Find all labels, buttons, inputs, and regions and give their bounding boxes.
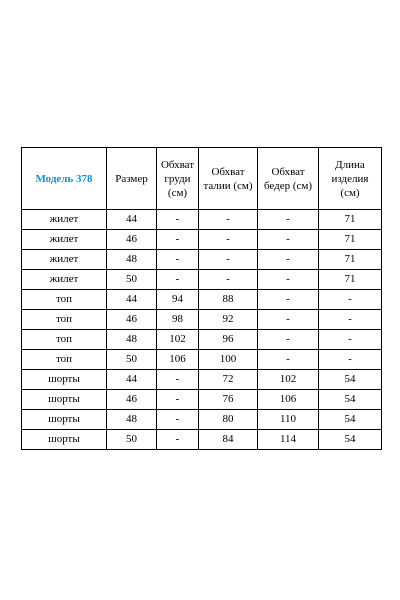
waist-cell: - (199, 270, 258, 290)
chest-cell: 102 (157, 330, 199, 350)
waist-header-label: Обхват талии (см) (203, 165, 253, 192)
hips-cell: - (258, 250, 319, 270)
length-cell: 54 (319, 370, 382, 390)
hips-cell: 114 (258, 430, 319, 450)
size-cell: 50 (107, 270, 157, 290)
table-header (22, 148, 382, 210)
item-cell: шорты (22, 430, 107, 450)
waist-column-header (199, 148, 258, 210)
length-cell: - (319, 350, 382, 370)
waist-cell: 84 (199, 430, 258, 450)
chest-column-header (157, 148, 199, 210)
item-cell: шорты (22, 390, 107, 410)
size-cell: 46 (107, 310, 157, 330)
chest-cell: - (157, 410, 199, 430)
length-cell: 54 (319, 390, 382, 410)
table-row (22, 250, 382, 270)
length-cell: - (319, 330, 382, 350)
table-row (22, 210, 382, 230)
size-cell: 50 (107, 350, 157, 370)
waist-cell: 76 (199, 390, 258, 410)
length-cell: 71 (319, 250, 382, 270)
size-cell: 48 (107, 250, 157, 270)
hips-cell: - (258, 210, 319, 230)
hips-cell: 106 (258, 390, 319, 410)
waist-cell: 96 (199, 330, 258, 350)
table-row (22, 270, 382, 290)
item-cell: топ (22, 290, 107, 310)
hips-cell: - (258, 350, 319, 370)
item-cell: топ (22, 350, 107, 370)
length-cell: 71 (319, 270, 382, 290)
chest-cell: - (157, 230, 199, 250)
waist-cell: 88 (199, 290, 258, 310)
size-cell: 44 (107, 210, 157, 230)
length-cell: 71 (319, 230, 382, 250)
size-cell: 48 (107, 410, 157, 430)
hips-cell: - (258, 290, 319, 310)
size-cell: 46 (107, 390, 157, 410)
size-column-header (107, 148, 157, 210)
hips-cell: 102 (258, 370, 319, 390)
table-body (22, 210, 382, 450)
length-cell: 71 (319, 210, 382, 230)
item-cell: жилет (22, 230, 107, 250)
size-header-label: Размер (115, 172, 148, 185)
table-row (22, 430, 382, 450)
item-cell: топ (22, 330, 107, 350)
waist-cell: - (199, 210, 258, 230)
chest-cell: - (157, 270, 199, 290)
item-cell: жилет (22, 250, 107, 270)
chest-header-label: Обхват груди (см) (160, 158, 195, 199)
chest-cell: - (157, 210, 199, 230)
table-row (22, 410, 382, 430)
waist-cell: - (199, 250, 258, 270)
waist-cell: 92 (199, 310, 258, 330)
length-cell: - (319, 290, 382, 310)
chest-cell: 106 (157, 350, 199, 370)
table-row (22, 390, 382, 410)
waist-cell: 100 (199, 350, 258, 370)
size-cell: 44 (107, 370, 157, 390)
model-title: Модель 378 (22, 148, 107, 210)
table-row (22, 310, 382, 330)
length-cell: 54 (319, 410, 382, 430)
hips-cell: 110 (258, 410, 319, 430)
waist-cell: 80 (199, 410, 258, 430)
waist-cell: 72 (199, 370, 258, 390)
size-cell: 48 (107, 330, 157, 350)
hips-cell: - (258, 330, 319, 350)
length-cell: - (319, 310, 382, 330)
hips-header-label: Обхват бедер (см) (263, 165, 313, 192)
waist-cell: - (199, 230, 258, 250)
table-row (22, 230, 382, 250)
hips-column-header (258, 148, 319, 210)
size-cell: 44 (107, 290, 157, 310)
table-row (22, 370, 382, 390)
size-cell: 50 (107, 430, 157, 450)
length-header-label: Длина изделия (см) (331, 158, 369, 199)
header-row (22, 148, 382, 210)
chest-cell: 98 (157, 310, 199, 330)
table-row (22, 290, 382, 310)
hips-cell: - (258, 270, 319, 290)
item-cell: шорты (22, 410, 107, 430)
item-cell: топ (22, 310, 107, 330)
chest-cell: - (157, 430, 199, 450)
length-column-header (319, 148, 382, 210)
length-cell: 54 (319, 430, 382, 450)
item-cell: шорты (22, 370, 107, 390)
size-chart-table (21, 147, 382, 450)
item-cell: жилет (22, 210, 107, 230)
chest-cell: - (157, 390, 199, 410)
size-cell: 46 (107, 230, 157, 250)
chest-cell: - (157, 370, 199, 390)
chest-cell: - (157, 250, 199, 270)
table-row (22, 330, 382, 350)
table-row (22, 350, 382, 370)
hips-cell: - (258, 230, 319, 250)
chest-cell: 94 (157, 290, 199, 310)
hips-cell: - (258, 310, 319, 330)
item-cell: жилет (22, 270, 107, 290)
